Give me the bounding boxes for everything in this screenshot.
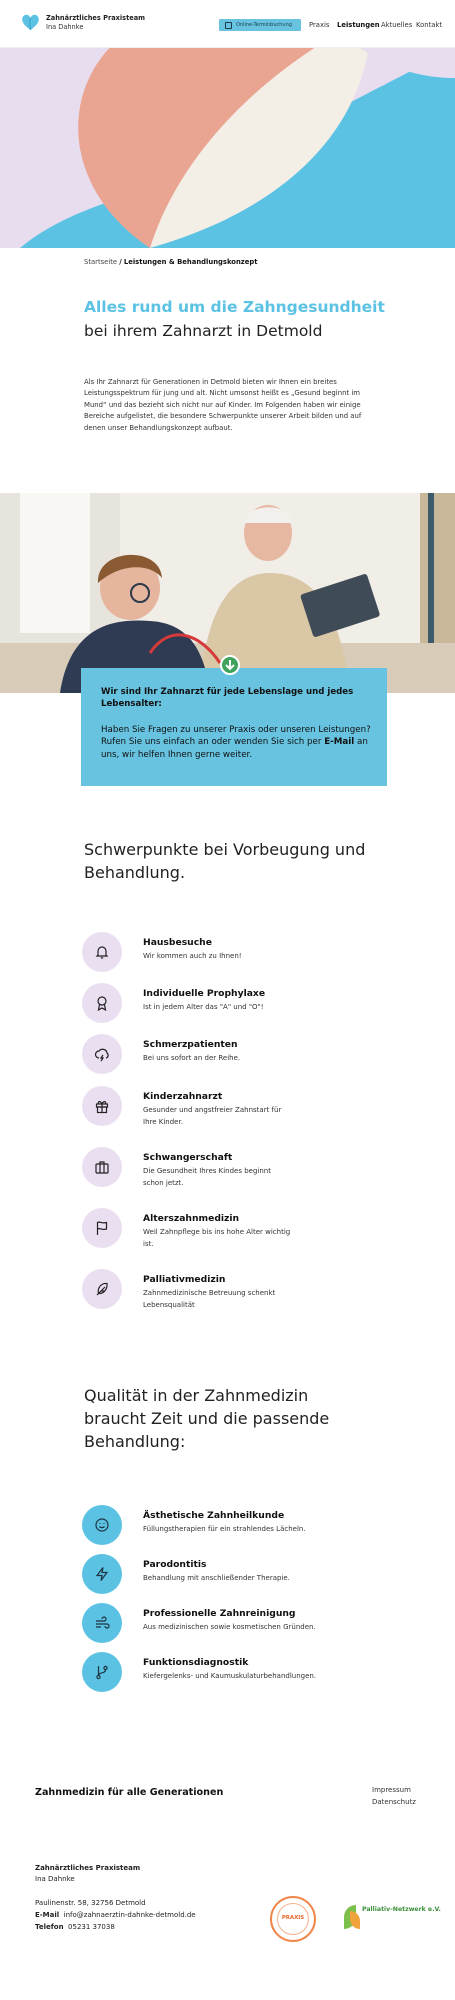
- breadcrumb: [84, 258, 257, 266]
- focus-item-description: Die Gesundheit Ihres Kindes beginnt schon jetzt.: [143, 1167, 271, 1187]
- page-title: Alles rund um die Zahngesundheit: [84, 298, 385, 316]
- quality-item-description: Aus medizinischen sowie kosmetischen Gründen.: [143, 1623, 316, 1631]
- site-header: [0, 0, 455, 48]
- focus-item-title: Schmerzpatienten: [143, 1039, 238, 1050]
- feather-icon: [82, 1269, 122, 1309]
- quality-item-title: Funktionsdiagnostik: [143, 1657, 249, 1668]
- focus-item-description: Bei uns sofort an der Reihe.: [143, 1054, 241, 1062]
- hero-banner: [0, 48, 455, 248]
- git-branch-icon: [82, 1652, 122, 1692]
- breadcrumb-current: Leistungen & Behandlungskonzept: [123, 258, 258, 266]
- focus-item-description: Zahnmedizinische Betreuung schenkt Lebensqualität: [143, 1289, 276, 1309]
- nav-praxis[interactable]: Praxis: [309, 21, 330, 29]
- intro-paragraph: Als Ihr Zahnarzt für Generationen in Detmold bieten wir Ihnen ein breites Leistungsspektrum für jung und alt. Nicht umsonst heißt es „Gesund beginnt im Mund“ und das bezieht sich nicht nur auf Kinder. Im Folgenden haben wir einige Bereiche aufgelistet, die besondere Schwerpunkte unserer Arbeit bilden und auf denen unser Behandlungskonzept aufbaut.: [84, 378, 362, 432]
- badge-word: PRAXIS: [281, 1915, 305, 1921]
- nav-kontakt[interactable]: Kontakt: [416, 21, 443, 29]
- focus-item-description: Ist in jedem Alter das "A" und "O"!: [143, 1003, 264, 1011]
- nav-aktuelles[interactable]: Aktuelles: [381, 21, 413, 29]
- quality-item-title: Professionelle Zahnreinigung: [143, 1608, 296, 1619]
- focus-item-title: Palliativmedizin: [143, 1274, 226, 1285]
- footer-email[interactable]: info@zahnaerztin-dahnke-detmold.de: [63, 1911, 196, 1919]
- quality-item-title: Parodontitis: [143, 1559, 207, 1570]
- quality-item-description: Behandlung mit anschließender Therapie.: [143, 1574, 290, 1582]
- breadcrumb-separator: /: [119, 258, 122, 266]
- footer-email-row: [35, 1911, 196, 1919]
- flag-icon: [82, 1208, 122, 1248]
- focus-item-title: Schwangerschaft: [143, 1152, 233, 1163]
- brand-name[interactable]: Zahnärztliches Praxisteam: [46, 14, 146, 22]
- gift-icon: [82, 1086, 122, 1126]
- callout-email-link[interactable]: E-Mail: [324, 737, 355, 748]
- footer-link-datenschutz[interactable]: Datenschutz: [372, 1798, 416, 1806]
- quality-item-description: Kiefergelenks- und Kaumuskulaturbehandlungen.: [143, 1672, 317, 1680]
- quality-item-title: Ästhetische Zahnheilkunde: [143, 1510, 285, 1521]
- section-focus-title: Schwerpunkte bei Vorbeugung und Behandlung.: [84, 840, 366, 882]
- focus-item-description: Wir kommen auch zu Ihnen!: [143, 952, 242, 960]
- contact-callout: [81, 668, 387, 786]
- footer-person: Ina Dahnke: [35, 1875, 75, 1883]
- palliativ-network-title: Palliativ-Netzwerk e.V.: [362, 1906, 441, 1913]
- footer-practice-name: Zahnärztliches Praxisteam: [35, 1864, 141, 1872]
- focus-item-title: Individuelle Prophylaxe: [143, 988, 266, 999]
- bell-icon: [82, 932, 122, 972]
- quality-item-description: Füllungstherapien für ein strahlendes Lächeln.: [143, 1525, 306, 1533]
- praxis-badge-logo: [270, 1896, 316, 1942]
- cloud-lightning-icon: [82, 1034, 122, 1074]
- online-booking-button[interactable]: [219, 19, 301, 31]
- footer-email-label: E-Mail: [35, 1911, 60, 1919]
- online-booking-label: Online-Terminbuchung: [236, 21, 292, 28]
- focus-item-title: Kinderzahnarzt: [143, 1091, 223, 1102]
- callout-text-after: an uns, wir helfen Ihnen gerne weiter.: [101, 737, 368, 760]
- footer-phone-row: [35, 1923, 115, 1931]
- footer-phone[interactable]: 05231 37038: [68, 1923, 115, 1931]
- smile-icon: [82, 1505, 122, 1545]
- arrow-down-icon: [220, 655, 240, 675]
- zap-icon: [82, 1554, 122, 1594]
- footer-link-impressum[interactable]: Impressum: [372, 1786, 411, 1794]
- heart-logo-icon[interactable]: [21, 13, 40, 32]
- breadcrumb-home[interactable]: Startseite: [84, 258, 118, 266]
- footer-phone-label: Telefon: [35, 1923, 64, 1931]
- footer-tagline: Zahnmedizin für alle Generationen: [35, 1787, 224, 1798]
- page-subtitle: bei ihrem Zahnarzt in Detmold: [84, 322, 323, 340]
- brand-person: Ina Dahnke: [46, 23, 84, 31]
- focus-item-title: Alterszahnmedizin: [143, 1213, 240, 1224]
- callout-text-before: Haben Sie Fragen zu unserer Praxis oder unseren Leistungen? Rufen Sie uns einfach an oder wenden Sie sich per: [101, 725, 371, 748]
- palliativ-network-logo: [342, 1901, 441, 1935]
- focus-item-description: Gesunder und angstfreier Zahnstart für Ihre Kinder.: [143, 1106, 282, 1126]
- calendar-icon: [225, 22, 232, 29]
- nav-leistungen[interactable]: Leistungen: [337, 21, 380, 29]
- hero-graphic: [0, 48, 455, 248]
- focus-item-title: Hausbesuche: [143, 937, 212, 948]
- briefcase-icon: [82, 1147, 122, 1187]
- callout-title: Wir sind Ihr Zahnarzt für jede Lebenslage und jedes Lebensalter:: [101, 687, 354, 709]
- footer-address: Paulinenstr. 58, 32756 Detmold: [35, 1899, 146, 1907]
- section-quality-title: Qualität in der Zahnmedizin braucht Zeit und die passende Behandlung:: [84, 1386, 330, 1451]
- wind-icon: [82, 1603, 122, 1643]
- award-icon: [82, 983, 122, 1023]
- focus-item-description: Weil Zahnpflege bis ins hohe Alter wichtig ist.: [143, 1228, 291, 1248]
- callout-text: [101, 724, 371, 761]
